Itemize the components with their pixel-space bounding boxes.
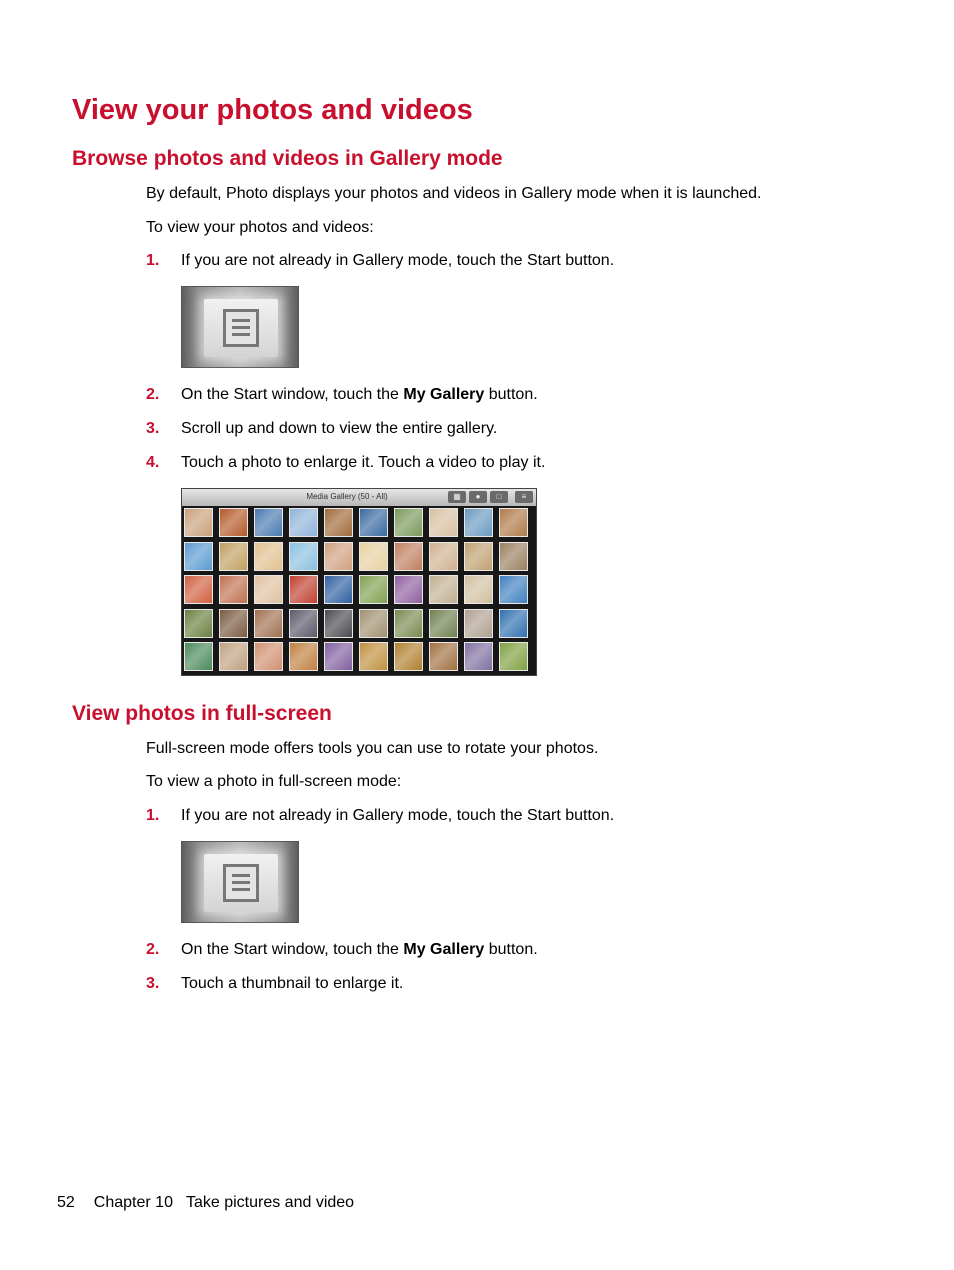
start-menu-icon[interactable]: ≡: [515, 491, 533, 503]
gallery-thumbnail[interactable]: [394, 609, 423, 638]
video-view-icon[interactable]: ●: [469, 491, 487, 503]
page-number: 52: [57, 1194, 75, 1211]
step-text: If you are not already in Gallery mode, touch the Start button.: [181, 252, 615, 269]
step-number: 1.: [146, 252, 160, 269]
start-button-tile: [204, 299, 278, 357]
step-number: 2.: [146, 941, 160, 958]
gallery-thumbnail[interactable]: [324, 508, 353, 537]
step-text-post: button.: [484, 386, 538, 403]
window-view-icon[interactable]: □: [490, 491, 508, 503]
step-text: Touch a photo to enlarge it. Touch a video to play it.: [181, 454, 546, 471]
gallery-thumbnail[interactable]: [394, 642, 423, 671]
page-title: View your photos and videos: [72, 94, 473, 126]
step-text: [181, 385, 538, 405]
step-text-post: button.: [484, 941, 538, 958]
gallery-thumbnail[interactable]: [359, 508, 388, 537]
gallery-thumbnail[interactable]: [184, 542, 213, 571]
gallery-title: Media Gallery (50 - All): [306, 492, 388, 501]
step-text-pre: On the Start window, touch the: [181, 386, 404, 403]
gallery-titlebar: [182, 489, 536, 506]
step-number: 1.: [146, 807, 160, 824]
start-button-image: [181, 841, 299, 923]
gallery-thumbnail[interactable]: [429, 508, 458, 537]
gallery-thumbnail[interactable]: [429, 575, 458, 604]
gallery-thumbnail[interactable]: [219, 642, 248, 671]
gallery-thumbnail[interactable]: [324, 642, 353, 671]
instruction-paragraph: To view your photos and videos:: [146, 219, 374, 236]
step-number: 4.: [146, 454, 160, 471]
gallery-thumbnail[interactable]: [254, 609, 283, 638]
gallery-thumbnail[interactable]: [289, 542, 318, 571]
gallery-thumbnail[interactable]: [359, 575, 388, 604]
gallery-thumbnail[interactable]: [394, 508, 423, 537]
gallery-thumbnail[interactable]: [254, 508, 283, 537]
gallery-thumbnail[interactable]: [289, 508, 318, 537]
gallery-thumbnail[interactable]: [359, 642, 388, 671]
chapter-label: Chapter 10: [93, 1194, 173, 1211]
step-number: 2.: [146, 386, 160, 403]
gallery-thumbnail[interactable]: [219, 609, 248, 638]
gallery-thumbnail[interactable]: [324, 609, 353, 638]
gallery-thumbnail[interactable]: [219, 575, 248, 604]
gallery-thumbnail[interactable]: [429, 642, 458, 671]
gallery-thumbnail[interactable]: [499, 609, 528, 638]
gallery-thumbnail[interactable]: [289, 609, 318, 638]
gallery-thumbnail[interactable]: [184, 575, 213, 604]
section-title-full-screen: View photos in full-screen: [72, 702, 332, 725]
grid-view-icon[interactable]: ▦: [448, 491, 466, 503]
gallery-thumbnail[interactable]: [219, 508, 248, 537]
start-button-image: [181, 286, 299, 368]
gallery-thumbnail[interactable]: [184, 642, 213, 671]
gallery-thumbnail[interactable]: [289, 575, 318, 604]
gallery-thumbnail[interactable]: [429, 609, 458, 638]
gallery-thumbnail[interactable]: [394, 575, 423, 604]
gallery-thumbnail[interactable]: [324, 542, 353, 571]
gallery-thumbnail[interactable]: [254, 642, 283, 671]
start-button-tile: [204, 854, 278, 912]
step-number: 3.: [146, 975, 160, 992]
step-text: Touch a thumbnail to enlarge it.: [181, 975, 404, 992]
page-footer: [57, 1193, 354, 1213]
step-text-pre: On the Start window, touch the: [181, 941, 404, 958]
gallery-thumbnail[interactable]: [254, 542, 283, 571]
gallery-thumbnail[interactable]: [359, 542, 388, 571]
intro-paragraph: By default, Photo displays your photos and videos in Gallery mode when it is launched.: [146, 185, 762, 202]
gallery-thumbnail[interactable]: [464, 508, 493, 537]
gallery-thumbnail[interactable]: [464, 609, 493, 638]
gallery-thumbnail[interactable]: [184, 508, 213, 537]
step-text: If you are not already in Gallery mode, touch the Start button.: [181, 807, 615, 824]
gallery-thumbnail[interactable]: [429, 542, 458, 571]
my-gallery-label: My Gallery: [403, 941, 485, 958]
chapter-title: Take pictures and video: [185, 1194, 355, 1211]
gallery-thumbnail[interactable]: [394, 542, 423, 571]
gallery-thumbnail[interactable]: [289, 642, 318, 671]
section-title-gallery-mode: Browse photos and videos in Gallery mode: [72, 147, 503, 170]
document-icon: [223, 864, 259, 902]
document-icon: [223, 309, 259, 347]
gallery-thumbnail[interactable]: [499, 642, 528, 671]
gallery-thumbnail[interactable]: [499, 575, 528, 604]
gallery-thumbnail[interactable]: [324, 575, 353, 604]
media-gallery-screenshot: [181, 488, 537, 676]
step-number: 3.: [146, 420, 160, 437]
intro-paragraph: Full-screen mode offers tools you can use to rotate your photos.: [146, 740, 599, 757]
gallery-thumbnail[interactable]: [359, 609, 388, 638]
instruction-paragraph: To view a photo in full-screen mode:: [146, 773, 402, 790]
gallery-thumbnail[interactable]: [464, 575, 493, 604]
gallery-thumbnail[interactable]: [464, 542, 493, 571]
gallery-thumbnail[interactable]: [184, 609, 213, 638]
gallery-thumbnail[interactable]: [499, 542, 528, 571]
step-text: [181, 940, 538, 960]
gallery-thumbnail[interactable]: [219, 542, 248, 571]
my-gallery-label: My Gallery: [403, 386, 485, 403]
gallery-thumbnail[interactable]: [464, 642, 493, 671]
step-text: Scroll up and down to view the entire gallery.: [181, 420, 498, 437]
gallery-thumbnail[interactable]: [254, 575, 283, 604]
gallery-thumbnail[interactable]: [499, 508, 528, 537]
